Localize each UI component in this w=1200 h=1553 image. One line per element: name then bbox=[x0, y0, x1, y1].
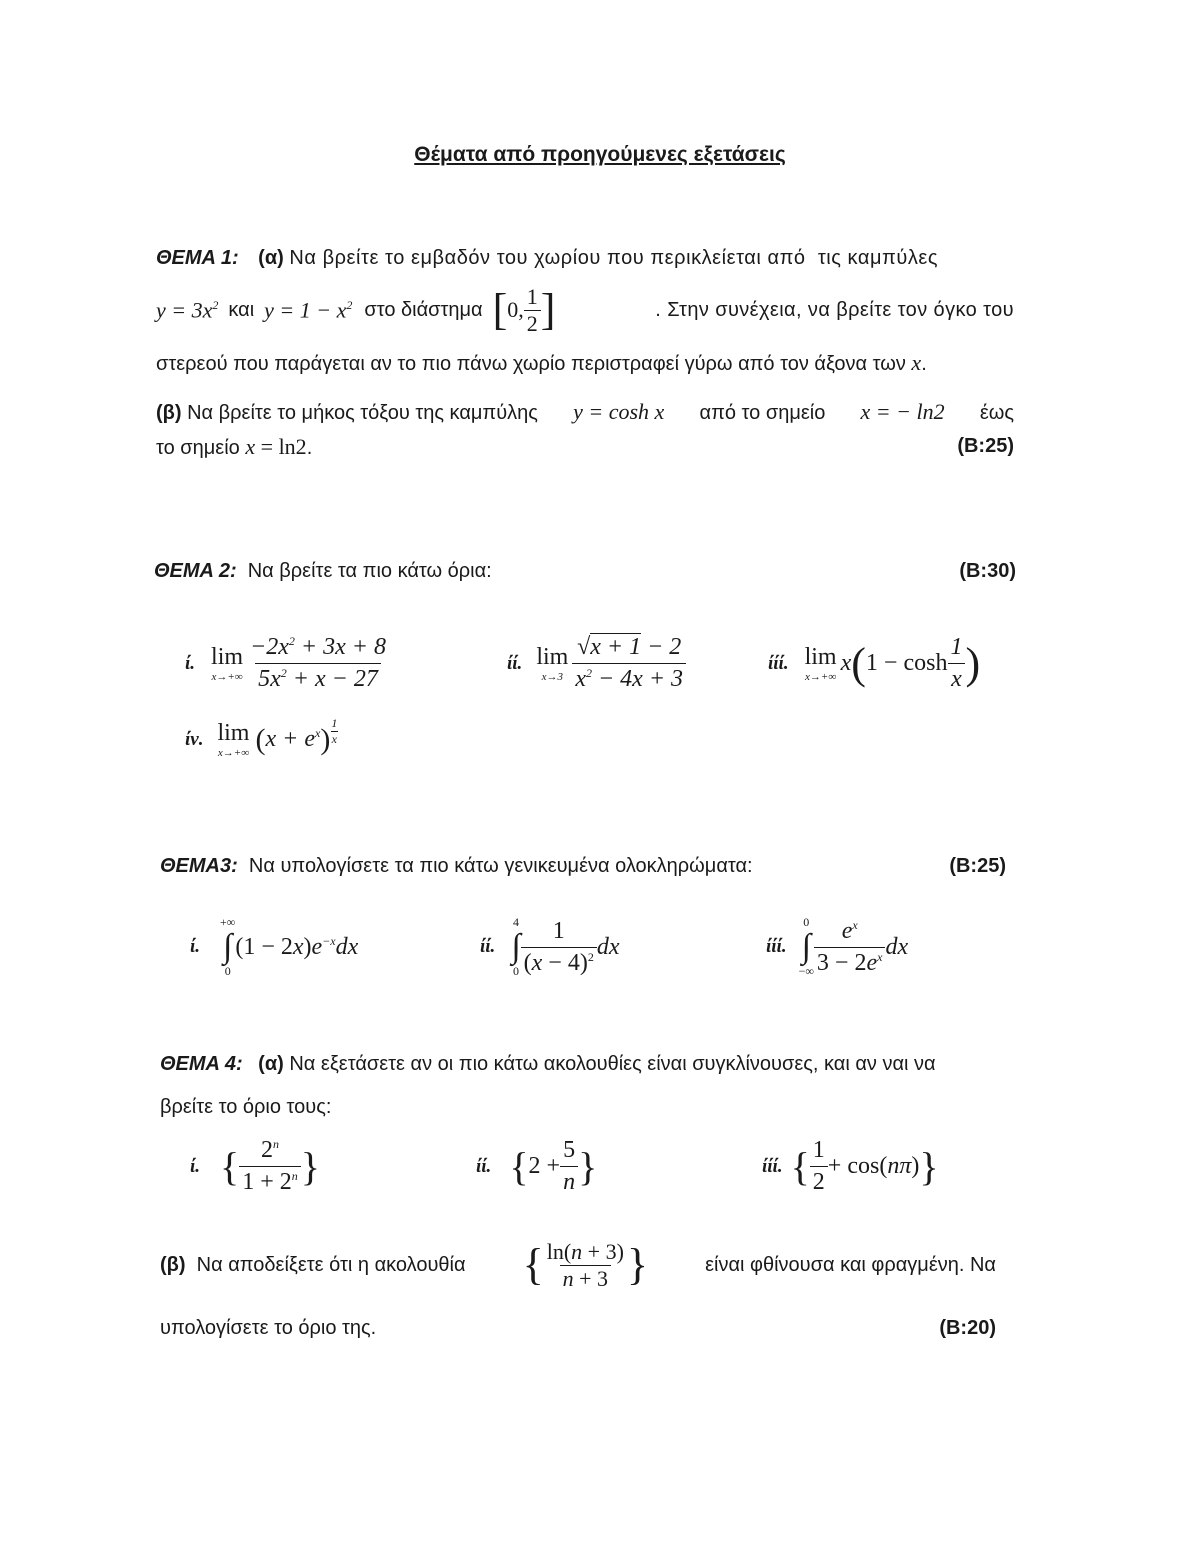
page-title: Θέματα από προηγούμενες εξετάσεις bbox=[414, 143, 786, 166]
q3-integral-ii: ίί. 4 ∫ 0 $\frac{1}{(x - 4)^2}$ dx bbox=[480, 915, 620, 978]
q1-label: ΘΕΜΑ 1: bbox=[156, 247, 239, 269]
q3-integral-i: ί. +∞ ∫ 0 $(1 - 2x)e^{-x}dx$ bbox=[190, 915, 359, 978]
q1-curve1: $y = 3x^2$ bbox=[156, 297, 219, 323]
q4-line1 bbox=[160, 1054, 936, 1074]
q4-sequence-b: { $\frac{\ln(n + 3)}{n + 3}$ } bbox=[522, 1238, 649, 1291]
q4-marks: (B:20) bbox=[939, 1317, 996, 1339]
q3-text: Να υπολογίσετε τα πιο κάτω γενικευμένα ολοκληρώματα: bbox=[248, 855, 753, 877]
q1-interval-word: στο διάστημα bbox=[364, 299, 483, 321]
q4-line3b: είναι φθίνουσα και φραγμένη. Να bbox=[705, 1254, 996, 1276]
q2-limit-i: ί. lim x→+∞ $\frac{-2x^2 + 3x + 8}{5x^2 + x - 27}$ bbox=[185, 634, 386, 692]
q2-limit-ii: ίί. lim x→3 $\frac{√x + 1 - 2}{x^2 - 4x + 3}$ bbox=[507, 634, 686, 693]
q4-seq-i: ί. { $\frac{2^n}{1 + 2^n}$ } bbox=[190, 1137, 320, 1195]
q1-and: και bbox=[228, 299, 255, 321]
q2-limit-iv: ίν. lim x→+∞ ( $x + e^x$ ) $\frac{1}{x}$ bbox=[185, 716, 338, 759]
q1-interval: [ 0, $\frac{1}{2}$ ] bbox=[492, 283, 556, 336]
q2-marks: (B:30) bbox=[959, 560, 1016, 582]
q2-header bbox=[154, 561, 1016, 581]
q3-marks: (B:25) bbox=[949, 855, 1006, 877]
q3-label: ΘΕΜΑ3: bbox=[160, 855, 238, 877]
q4-line4-text: υπολογίσετε το όριο της. bbox=[160, 1317, 377, 1339]
q1-line3: στερεού που παράγεται αν το πιο πάνω χωρίο περιστραφεί γύρω από τον άξονα των x. bbox=[156, 350, 927, 375]
q1-line2-rest: . Στην συνέχεια, να βρείτε τον όγκο του bbox=[655, 299, 1014, 321]
q2-limit-iii: ίίί. lim x→+∞ x ( 1 − cosh $\frac{1}{x}$ ) bbox=[768, 634, 981, 692]
q1-curve2: $y = 1 - x^2$ bbox=[264, 297, 353, 323]
q1-line2 bbox=[156, 282, 1014, 338]
q4-part-b: (β) bbox=[160, 1254, 186, 1276]
q4-line2: βρείτε το όριο τους: bbox=[160, 1096, 332, 1118]
q1-line1 bbox=[156, 248, 1014, 268]
q1-line1-text: Να βρείτε το εμβαδόν του χωρίου που περικλείεται από τις καμπύλες bbox=[289, 247, 939, 269]
q4-label: ΘΕΜΑ 4: bbox=[160, 1053, 243, 1075]
q4-part-a: (α) bbox=[258, 1053, 284, 1075]
q3-integral-iii: ίίί. 0 ∫ −∞ $\frac{e^x}{3 - 2e^x}$ dx bbox=[766, 915, 909, 978]
q1-marks: (B:25) bbox=[957, 435, 1014, 457]
q4-line3 bbox=[160, 1236, 996, 1294]
q3-header bbox=[160, 856, 1006, 876]
q2-text: Να βρείτε τα πιο κάτω όρια: bbox=[247, 560, 492, 582]
q4-line4 bbox=[160, 1318, 996, 1338]
q1-line4: (β) Να βρείτε το μήκος τόξου της καμπύλης y = cosh x από το σημείο x = − ln2 έως bbox=[156, 399, 1014, 424]
q1-part-a: (α) bbox=[258, 247, 284, 269]
q1-part-b: (β) bbox=[156, 402, 182, 424]
q2-label: ΘΕΜΑ 2: bbox=[154, 560, 237, 582]
q1-line5: το σημείο x = ln2. (B:25) bbox=[156, 434, 1014, 459]
q4-seq-ii: ίί. { 2 + $\frac{5}{n}$ } bbox=[476, 1137, 598, 1195]
q4-seq-iii: ίίί. { $\frac{1}{2}$ + cos( nπ ) } bbox=[762, 1137, 939, 1195]
q4-line1-text: Να εξετάσετε αν οι πιο κάτω ακολουθίες είναι συγκλίνουσες, και αν ναι να bbox=[289, 1053, 936, 1075]
q4-line3a: Να αποδείξετε ότι η ακολουθία bbox=[196, 1254, 466, 1276]
